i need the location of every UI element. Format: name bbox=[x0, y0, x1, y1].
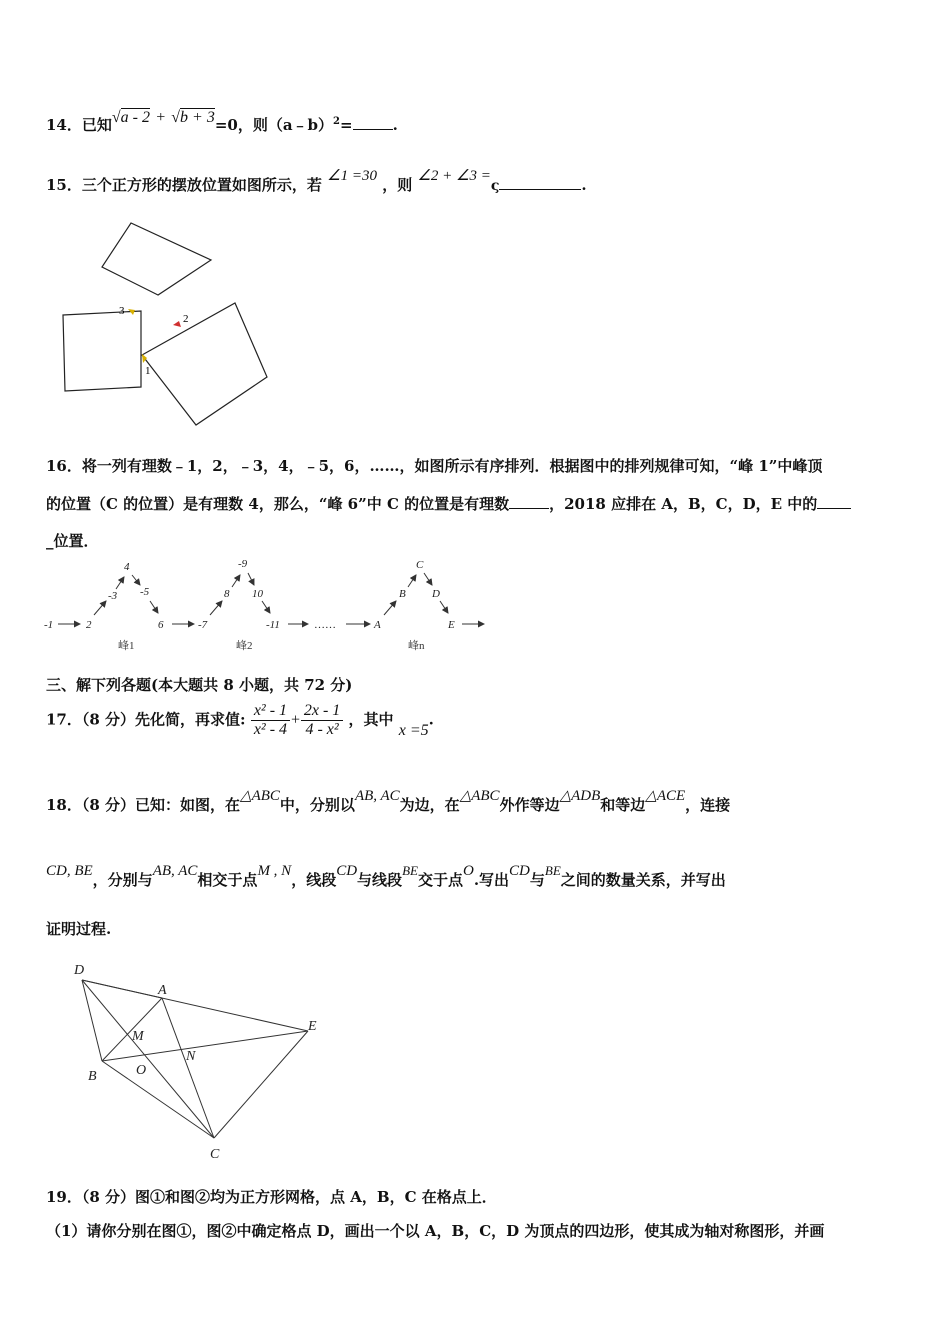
q17-text: 17．（8 分）先化简，再求值: bbox=[46, 710, 246, 729]
q16-text-b: ，2018 应排在 A，B，C，D，E 中的 bbox=[549, 495, 818, 513]
num-minus-3: -3 bbox=[108, 590, 118, 602]
q14-period: . bbox=[392, 116, 398, 134]
segment-be: BE bbox=[402, 863, 418, 878]
num-minus-7: -7 bbox=[198, 619, 208, 631]
q18-p6: ，连接 bbox=[685, 796, 731, 814]
arrow-13 bbox=[384, 601, 396, 615]
arrow-10 bbox=[262, 601, 270, 613]
arrow-9 bbox=[248, 573, 254, 585]
q18-p8: 相交于点 bbox=[197, 871, 258, 889]
q14-condition: =0，则（a﹣b） bbox=[214, 116, 334, 134]
q16-blank-1[interactable] bbox=[509, 508, 549, 509]
q18-p12: .写出 bbox=[473, 871, 510, 889]
q15-mid: ，则 bbox=[382, 176, 413, 194]
question-16-line-2 bbox=[46, 493, 851, 514]
arrow-15 bbox=[424, 573, 432, 585]
q17-condition: x =5 bbox=[398, 721, 429, 739]
peak-1-label: 峰1 bbox=[118, 640, 135, 652]
q18-p5: 和等边 bbox=[600, 796, 646, 814]
peak-2-label: 峰2 bbox=[236, 640, 253, 652]
point-M-label: M bbox=[132, 1029, 144, 1044]
ellipsis: …… bbox=[314, 619, 336, 631]
label-A: A bbox=[374, 619, 381, 631]
q18-p2: 中，分别以 bbox=[279, 796, 355, 814]
q15-answer-blank[interactable] bbox=[499, 189, 581, 190]
section-3-heading: 三、解下列各题(本大题共 8 小题，共 72 分) bbox=[46, 676, 353, 694]
q17-mid: ，其中 bbox=[348, 710, 394, 729]
segment-be-2: BE bbox=[544, 863, 561, 878]
seg-C-E bbox=[214, 1031, 308, 1138]
arrow-8 bbox=[232, 575, 240, 587]
right-square bbox=[142, 303, 267, 425]
point-E-label: E bbox=[308, 1019, 317, 1034]
q14-equals: = bbox=[340, 116, 353, 134]
question-18-line-2 bbox=[46, 863, 726, 890]
label-B: B bbox=[399, 588, 406, 600]
q14-square: 2 bbox=[333, 116, 341, 127]
arrow-14 bbox=[408, 575, 416, 587]
q16-text-c: 位置． bbox=[53, 532, 99, 550]
num-8: 8 bbox=[224, 588, 230, 600]
q18-p1: 18．（8 分）已知：如图，在 bbox=[46, 796, 241, 814]
num-minus-5: -5 bbox=[140, 586, 150, 598]
fraction-2: $\frac{2x - 1}{\text{4 - x²}}$ bbox=[301, 702, 343, 739]
label-C: C bbox=[416, 559, 424, 571]
q16-blank-cont: _ bbox=[46, 532, 54, 550]
seg-A-C bbox=[162, 998, 214, 1138]
point-N-label: N bbox=[186, 1049, 196, 1064]
angle-2-3: ∠2 + ∠3 = bbox=[417, 168, 491, 184]
label-1: 1 bbox=[145, 365, 151, 377]
q18-p14: 之间的数量关系，并写出 bbox=[560, 871, 726, 889]
question-18-line-3: 证明过程. bbox=[46, 920, 112, 938]
sides-ab-ac-2: AB, AC bbox=[152, 863, 198, 879]
num-2: 2 bbox=[86, 619, 92, 631]
point-B-label: B bbox=[88, 1069, 97, 1084]
question-16-line-3 bbox=[46, 530, 99, 551]
q16-text-a: 的位置（C 的位置）是有理数 4，那么，“峰 6”中 C 的位置是有理数 bbox=[46, 495, 510, 513]
seg-B-C bbox=[102, 1061, 214, 1138]
segment-cd: CD bbox=[336, 863, 358, 879]
triangle-figure bbox=[70, 958, 330, 1163]
segment-cd-2: CD bbox=[509, 863, 530, 879]
q16-blank-2[interactable] bbox=[817, 508, 851, 509]
arrow-7 bbox=[210, 601, 222, 615]
q18-p3: 为边，在 bbox=[399, 796, 460, 814]
label-D: D bbox=[432, 588, 440, 600]
q18-p4: 外作等边 bbox=[499, 796, 560, 814]
angle-2-marker bbox=[173, 321, 181, 327]
point-A-label: A bbox=[158, 983, 167, 998]
q15-symbol: ς bbox=[490, 178, 500, 194]
points-m-n: M , N bbox=[257, 863, 292, 879]
q18-p13: 与 bbox=[529, 871, 545, 889]
left-square bbox=[63, 311, 141, 391]
angle-1-marker bbox=[142, 354, 147, 363]
angle-1: ∠1 =30 bbox=[327, 168, 377, 184]
num-4: 4 bbox=[124, 561, 130, 573]
q18-p9: ，线段 bbox=[291, 871, 337, 889]
three-squares-figure bbox=[55, 215, 275, 435]
peaks-figure bbox=[44, 555, 494, 655]
question-19-line-2: （1）请你分别在图①，图②中确定格点 D，画出一个以 A，B，C，D 为顶点的四边形，使其成为轴对称图形，并画 bbox=[46, 1222, 825, 1240]
q14-answer-blank[interactable] bbox=[353, 129, 393, 130]
peak-n-label: 峰n bbox=[408, 640, 425, 652]
sides-ab-ac: AB, AC bbox=[354, 788, 400, 804]
num-minus-11: -11 bbox=[266, 619, 280, 631]
q18-p11: 交于点 bbox=[417, 871, 463, 889]
arrow-5 bbox=[150, 601, 158, 613]
question-17 bbox=[46, 702, 434, 739]
arrow-16 bbox=[440, 601, 448, 613]
top-square bbox=[102, 223, 211, 295]
point-C-label: C bbox=[210, 1147, 220, 1162]
arrow-3 bbox=[116, 577, 124, 589]
question-15 bbox=[46, 168, 587, 195]
fraction-1: $\frac{\text{x² - 1}}{\text{x² - 4}}$ bbox=[251, 702, 290, 739]
triangle-ace: △ACE bbox=[645, 788, 686, 804]
question-19-line-1: 19．（8 分）图①和图②均为正方形网格，点 A，B，C 在格点上． bbox=[46, 1188, 497, 1206]
label-2: 2 bbox=[183, 313, 189, 325]
point-o: O bbox=[462, 863, 474, 879]
num-minus-1: -1 bbox=[44, 619, 54, 631]
num-10: 10 bbox=[252, 588, 263, 600]
question-14 bbox=[46, 109, 398, 135]
q18-p10: 与线段 bbox=[357, 871, 403, 889]
num-6: 6 bbox=[158, 619, 164, 631]
segments-cd-be: CD, BE bbox=[46, 863, 93, 879]
question-16-line-1: 16．将一列有理数﹣1，2，﹣3，4，﹣5，6，……，如图所示有序排列．根据图中的排列规律可知，“峰 1”中峰顶 bbox=[46, 457, 823, 475]
point-D-label: D bbox=[74, 963, 85, 978]
q15-period: . bbox=[581, 176, 587, 194]
q15-text: 15．三个正方形的摆放位置如图所示，若 bbox=[46, 176, 322, 194]
sqrt-a-minus-2: √a - 2 bbox=[111, 109, 150, 126]
arrow-2 bbox=[94, 601, 106, 615]
arrow-4 bbox=[132, 575, 140, 585]
question-18-line-1 bbox=[46, 788, 731, 815]
triangle-adb: △ADB bbox=[559, 788, 601, 804]
q14-number: 14．已知 bbox=[46, 116, 112, 134]
q18-p7: ，分别与 bbox=[92, 871, 153, 889]
triangle-abc-2: △ABC bbox=[459, 788, 500, 804]
q17-period: . bbox=[428, 710, 434, 729]
label-3: 3 bbox=[119, 305, 125, 317]
q17-plus: + bbox=[290, 711, 301, 729]
triangle-abc: △ABC bbox=[240, 788, 280, 804]
seg-D-E bbox=[82, 980, 308, 1031]
num-minus-9: -9 bbox=[238, 558, 248, 570]
plus-sign: + bbox=[155, 109, 167, 126]
point-O-label: O bbox=[136, 1063, 147, 1078]
sqrt-b-plus-3: √b + 3 bbox=[171, 109, 215, 126]
label-E: E bbox=[448, 619, 455, 631]
